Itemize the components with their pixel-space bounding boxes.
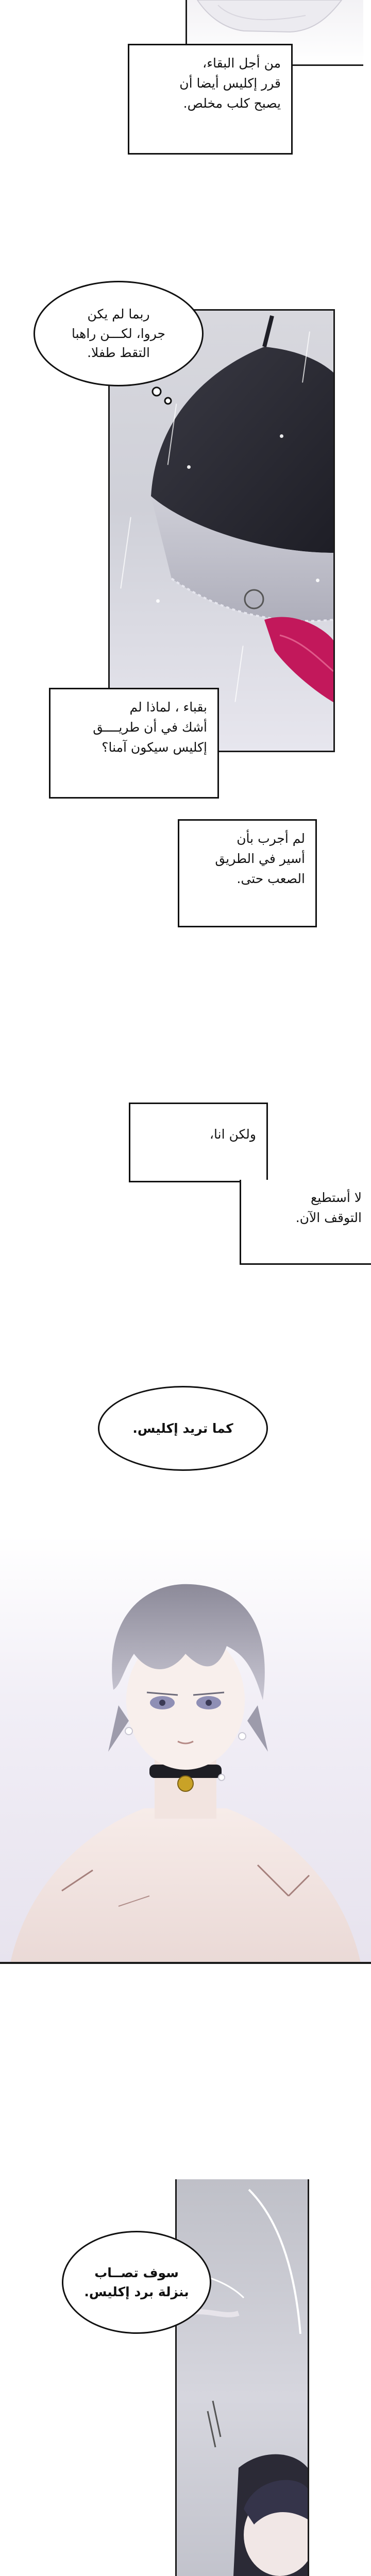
- panel-bottom-rule: [0, 1962, 371, 1964]
- bubble-line: بنزلة برد إكليس.: [84, 2284, 189, 2299]
- narration-caption-doubt: [49, 688, 219, 799]
- bubble-line: التقط طفلا.: [87, 345, 150, 361]
- caption-line: لا أستطيع: [311, 1190, 362, 1205]
- caption-line: أسير في الطريق: [215, 851, 305, 866]
- bubble-tail-dots: [149, 386, 175, 407]
- caption-line: من أجل البقاء،: [203, 56, 281, 71]
- narration-caption-but-me: [129, 1103, 268, 1182]
- narration-caption-hard-road: [178, 819, 317, 927]
- caption-line: أشك في أن طريــــق: [93, 719, 207, 735]
- rain-boy-art: [177, 2179, 308, 2576]
- narration-caption-survival: [128, 44, 293, 155]
- bubble-line: ربما لم يكن: [87, 307, 150, 322]
- caption-line: لم أجرب بأن: [237, 831, 305, 846]
- narration-caption-cannot-stop: [240, 1180, 371, 1265]
- caption-line: ولكن انا،: [209, 1127, 256, 1142]
- collared-boy-panel: [0, 1535, 371, 1963]
- bubble-line: كما تريد إكليس.: [132, 1420, 233, 1436]
- caption-line: التوقف الآن.: [295, 1210, 362, 1225]
- bubble-line: سوف تصــاب: [94, 2265, 179, 2280]
- caption-line: الصعب حتى.: [237, 871, 305, 886]
- raindrop: [280, 434, 283, 438]
- raindrop: [316, 579, 319, 582]
- caption-line: إكليس سيكون آمنا؟: [102, 739, 207, 755]
- caption-line: قرر إكليس أيضا أن: [179, 75, 281, 91]
- caption-line: بقباء ، لماذا لم: [129, 700, 207, 715]
- speech-bubble-monk: [33, 281, 204, 386]
- raindrop: [187, 465, 191, 469]
- rain-boy-panel: [175, 2179, 309, 2576]
- collared-boy-art: [0, 1535, 371, 1963]
- raindrop: [156, 599, 160, 603]
- caption-line: يصبح كلب مخلص.: [183, 95, 281, 111]
- bubble-line: جروا، لكـــن راهبا: [71, 326, 166, 341]
- speech-bubble-as-you-wish: [98, 1386, 268, 1471]
- speech-bubble-catch-cold: [62, 2231, 211, 2334]
